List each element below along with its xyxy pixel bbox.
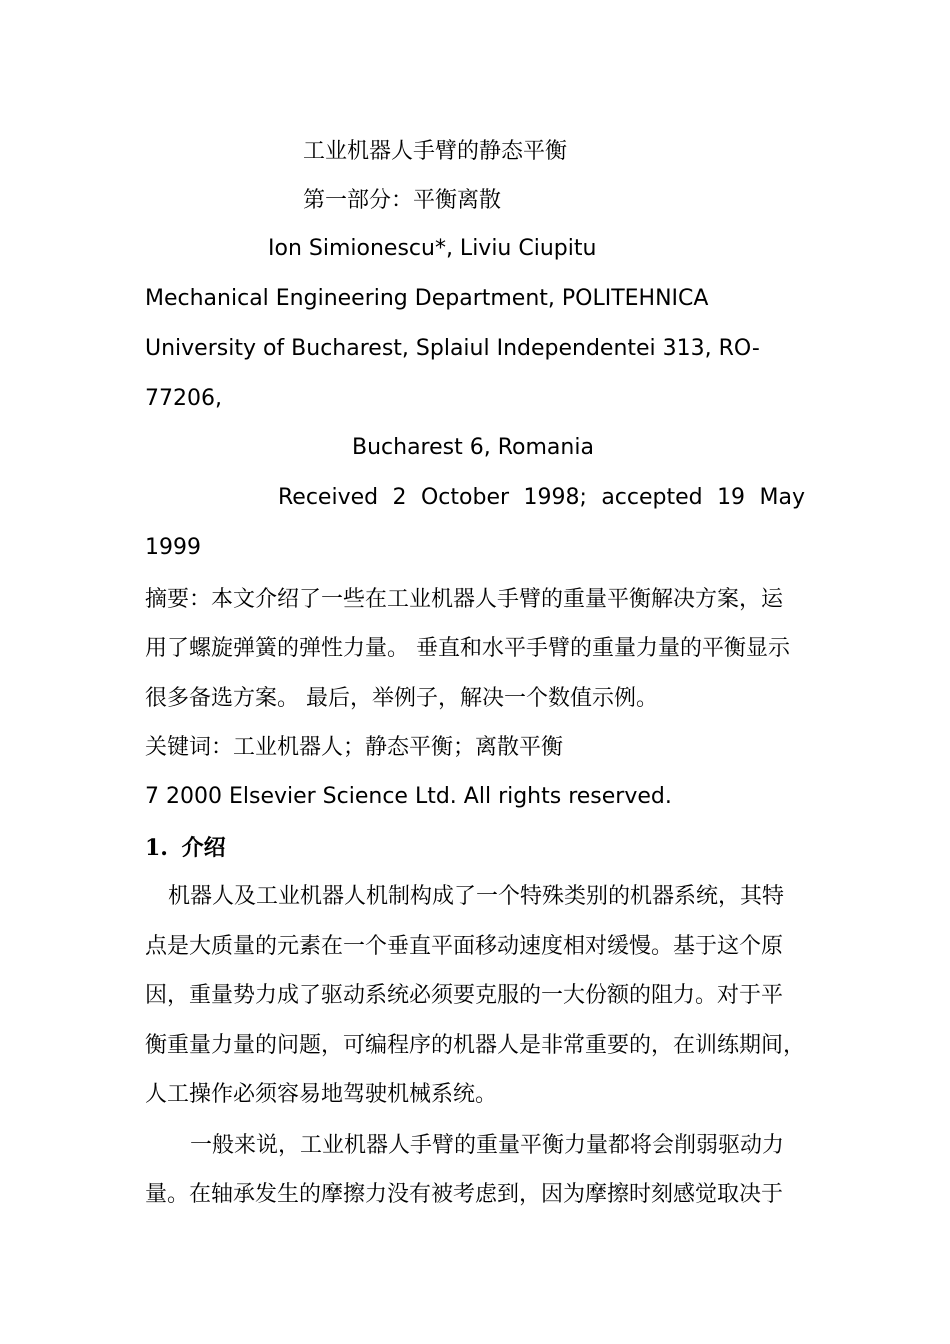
paragraph-line: 衡重量力量的问题，可编程序的机器人是非常重要的，在训练期间， [145,1033,806,1058]
abstract-line-2: 用了螺旋弹簧的弹性力量。 垂直和水平手臂的重量力量的平衡显示 [145,636,790,661]
section-title: 介绍 [181,835,226,861]
affiliation-line-4: Bucharest 6, Romania [352,435,594,460]
affiliation-line-1: Mechanical Engineering Department, POLITEHNICA [145,286,709,311]
received-word: October [420,485,510,510]
paragraph-line: 人工操作必须容易地驾驶机械系统。 [145,1082,498,1107]
affiliation-line-2: University of Bucharest, Splaiul Independentei 313, RO- [145,336,760,361]
received-word: Received [278,485,379,510]
paper-title-cn: 工业机器人手臂的静态平衡 [303,139,568,164]
received-word: May [759,485,805,510]
affiliation-line-3: 77206, [145,386,222,411]
authors: Ion Simionescu*, Liviu Ciupitu [268,236,597,261]
abstract-line-1: 摘要：本文介绍了一些在工业机器人手臂的重量平衡解决方案，运 [145,587,784,612]
copyright: 7 2000 Elsevier Science Ltd. All rights reserved. [145,784,672,809]
paragraph-line: 量。在轴承发生的摩擦力没有被考虑到，因为摩擦时刻感觉取决于 [145,1182,784,1207]
section-heading [145,837,226,859]
received-word: accepted [601,485,703,510]
paragraph-line: 一般来说，工业机器人手臂的重量平衡力量都将会削弱驱动力 [190,1133,785,1158]
paragraph-line: 点是大质量的元素在一个垂直平面移动速度相对缓慢。基于这个原 [145,934,784,959]
received-word: 19 [717,485,746,510]
received-line-cont: 1999 [145,535,201,560]
section-number: 1. [145,835,168,861]
paragraph-line: 因，重量势力成了驱动系统必须要克服的一大份额的阻力。对于平 [145,983,784,1008]
received-word: 1998; [523,485,587,510]
received-line [278,487,805,509]
paragraph-line: 机器人及工业机器人机制构成了一个特殊类别的机器系统，其特 [168,884,785,909]
abstract-line-3: 很多备选方案。 最后，举例子，解决一个数值示例。 [145,686,658,711]
keywords: 关键词：工业机器人；静态平衡；离散平衡 [145,735,564,760]
received-word: 2 [392,485,407,510]
paper-subtitle-cn: 第一部分：平衡离散 [303,188,502,213]
